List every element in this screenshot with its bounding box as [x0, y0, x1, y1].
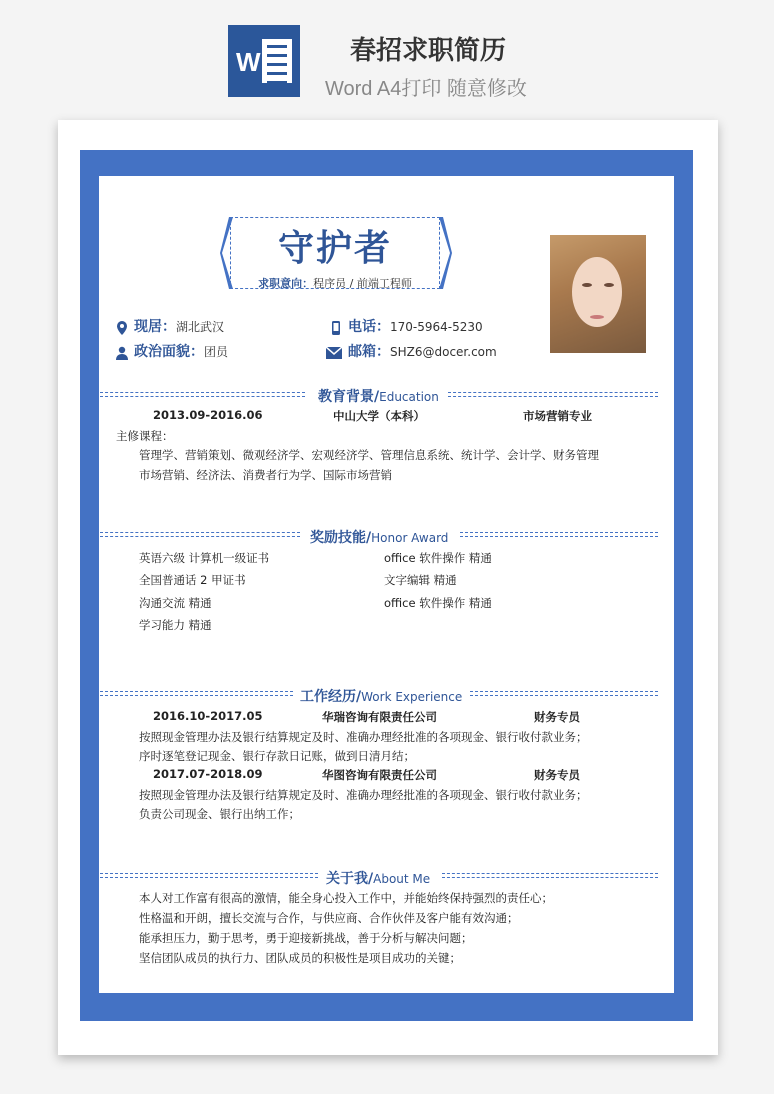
political-value: 团员: [204, 345, 229, 359]
education-section-title: [318, 386, 439, 406]
education-divider-left: [100, 392, 305, 397]
job-duty: 序时逐笔登记现金、银行存款日记账，做到日清月结；: [139, 749, 415, 763]
education-title-cn: 教育背景/: [318, 389, 380, 405]
right-bracket-icon: [438, 217, 452, 289]
skill-item: 学习能力 精通: [139, 618, 212, 632]
skill-item: 文字编辑 精通: [384, 573, 457, 587]
phone-icon: [330, 321, 342, 335]
job-period: 2017.07-2018.09: [153, 767, 263, 781]
courses-line-1: 管理学、营销策划、微观经济学、宏观经济学、管理信息系统、统计学、会计学、财务管理: [139, 448, 599, 462]
phone-value: 170-5964-5230: [390, 320, 483, 334]
job-intent-label: 求职意向：: [258, 277, 314, 290]
skills-title-cn: 奖励技能/: [310, 530, 372, 546]
about-title-cn: 关于我/: [326, 871, 374, 887]
job-intent-value: 程序员 / 前端工程师: [313, 277, 412, 290]
job-company: 华图咨询有限责任公司: [322, 768, 437, 782]
work-title-cn: 工作经历/: [300, 689, 362, 705]
courses-label: 主修课程：: [116, 429, 174, 443]
about-line: 坚信团队成员的执行力、团队成员的积极性是项目成功的关键；: [139, 951, 461, 965]
education-school: 中山大学（本科）: [333, 409, 425, 423]
job-role: 财务专员: [534, 768, 580, 782]
skills-section-title: [310, 527, 448, 547]
person-icon: [116, 346, 128, 360]
email-label: 邮箱：: [348, 344, 390, 360]
job-period: 2016.10-2017.05: [153, 709, 263, 723]
job-role: 财务专员: [534, 710, 580, 724]
education-title-en: Education: [379, 390, 439, 404]
about-divider-left: [100, 873, 318, 878]
work-section-title: [300, 686, 462, 706]
skills-title-en: Honor Award: [371, 531, 449, 545]
location-label: 现居：: [134, 319, 176, 335]
skill-item: 全国普通话 2 甲证书: [139, 573, 246, 587]
skill-item: 英语六级 计算机一级证书: [139, 551, 270, 565]
email-value: SHZ6@docer.com: [390, 345, 497, 359]
job-intent: [230, 275, 440, 291]
mail-icon: [326, 347, 342, 359]
education-major: 市场营销专业: [523, 409, 592, 423]
skills-divider-right: [460, 532, 658, 537]
banner-title: 春招求职简历: [350, 36, 507, 66]
about-line: 能承担压力，勤于思考，勇于迎接新挑战，善于分析与解决问题；: [139, 931, 473, 945]
word-logo-letter: W: [236, 47, 261, 77]
job-duty: 按照现金管理办法及银行结算规定及时、准确办理经批准的各项现金、银行收付款业务；: [139, 788, 588, 802]
phone-label: 电话：: [348, 319, 390, 335]
location-info: [116, 316, 224, 336]
work-title-en: Work Experience: [361, 690, 463, 704]
courses-line-2: 市场营销、经济法、消费者行为学、国际市场营销: [139, 468, 392, 482]
candidate-name: 守护者: [277, 228, 392, 269]
political-info: [116, 341, 228, 361]
political-label: 政治面貌：: [134, 344, 204, 360]
about-section-title: [326, 868, 430, 888]
email-info: [326, 341, 497, 361]
work-divider-right: [470, 691, 658, 696]
banner-subtitle: Word A4打印 随意修改: [325, 78, 527, 100]
skill-item: 沟通交流 精通: [139, 596, 212, 610]
location-pin-icon: [116, 321, 128, 335]
skill-item: office 软件操作 精通: [384, 596, 492, 610]
education-period: 2013.09-2016.06: [153, 408, 263, 422]
word-logo-icon: [228, 25, 300, 97]
job-duty: 负责公司现金、银行出纳工作；: [139, 807, 300, 821]
about-line: 性格温和开朗，擅长交流与合作，与供应商、合作伙伴及客户能有效沟通；: [139, 911, 519, 925]
about-divider-right: [442, 873, 658, 878]
about-title-en: About Me: [373, 872, 431, 886]
job-duty: 按照现金管理办法及银行结算规定及时、准确办理经批准的各项现金、银行收付款业务；: [139, 730, 588, 744]
job-company: 华瑞咨询有限责任公司: [322, 710, 437, 724]
skill-item: office 软件操作 精通: [384, 551, 492, 565]
profile-photo: [550, 235, 646, 353]
about-line: 本人对工作富有很高的激情，能全身心投入工作中，并能始终保持强烈的责任心；: [139, 891, 553, 905]
work-divider-left: [100, 691, 293, 696]
phone-info: [330, 316, 483, 336]
location-value: 湖北武汉: [176, 320, 225, 334]
education-divider-right: [448, 392, 658, 397]
skills-divider-left: [100, 532, 300, 537]
